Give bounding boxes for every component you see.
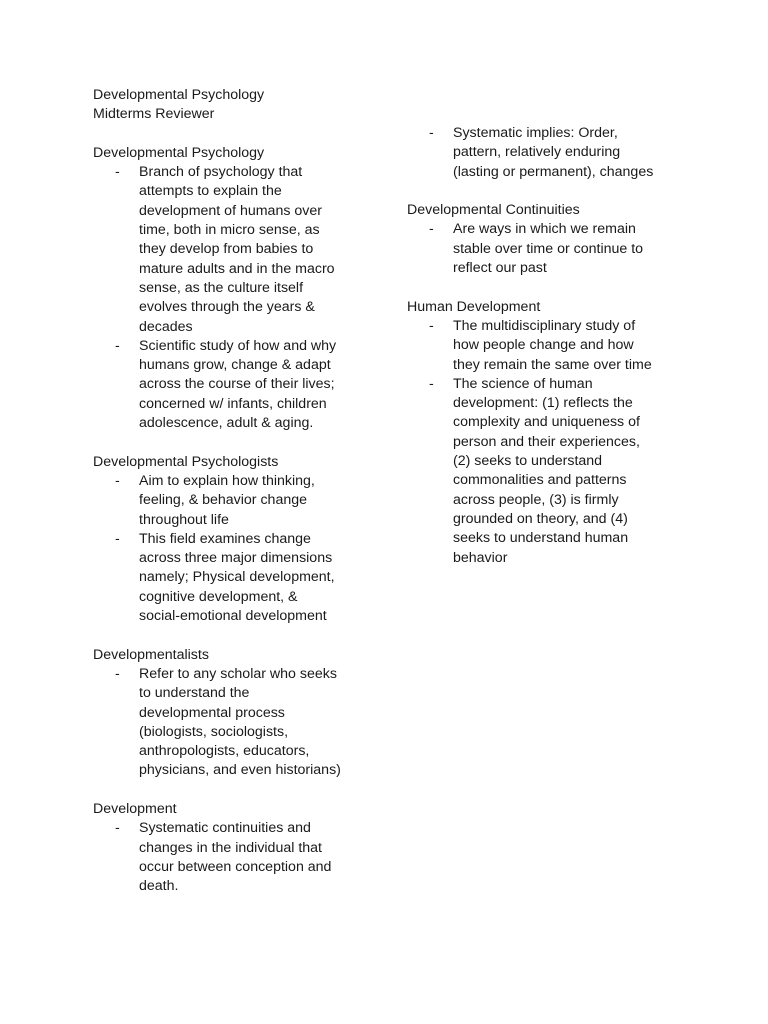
bullet-text-line: across the course of their lives;: [139, 376, 335, 393]
bullet-text-line: person and their experiences,: [453, 433, 640, 450]
bullet-text-line: they develop from babies to: [139, 241, 314, 258]
list-item: [93, 337, 393, 433]
document-title: [93, 86, 393, 125]
bullet-text-line: across people, (3) is firmly: [453, 491, 619, 508]
bullet-text-line: evolves through the years &: [139, 299, 315, 316]
bullet-text-line: Branch of psychology that: [139, 164, 303, 181]
section-developmental-psychologists: [93, 453, 393, 627]
bullet-text-line: reflect our past: [453, 260, 547, 277]
bullet-text-line: changes in the individual that: [139, 839, 322, 856]
bullet-text-line: decades: [139, 318, 193, 335]
bullet-text-line: feeling, & behavior change: [139, 492, 308, 509]
bullet-text-line: they remain the same over time: [453, 356, 652, 373]
section-developmentalists: [93, 646, 393, 781]
right-column: [407, 124, 707, 587]
list-item: [407, 317, 707, 375]
bullet-text-line: Are ways in which we remain: [453, 221, 636, 238]
bullet-text-line: (lasting or permanent), changes: [453, 163, 654, 180]
bullet-dash: -: [115, 472, 120, 489]
list-item: [407, 375, 707, 568]
bullet-text-line: This field examines change: [139, 530, 311, 547]
list-item: [407, 124, 707, 182]
bullet-text-line: Systematic continuities and: [139, 820, 311, 837]
bullet-text-line: (biologists, sociologists,: [139, 723, 289, 740]
bullet-text-line: death.: [139, 878, 179, 895]
bullet-text-line: (2) seeks to understand: [453, 453, 603, 470]
bullet-dash: -: [115, 337, 120, 354]
bullet-dash: -: [115, 530, 120, 547]
continued-development-notes: [407, 124, 707, 182]
section-heading: Developmental Continuities: [407, 202, 580, 219]
bullet-text-line: pattern, relatively enduring: [453, 144, 621, 161]
bullet-text-line: anthropologists, educators,: [139, 743, 310, 760]
bullet-text-line: developmental process: [139, 704, 285, 721]
section-heading: Developmental Psychologists: [93, 453, 279, 470]
list-item: [407, 220, 707, 278]
section-heading: Developmentalists: [93, 646, 209, 663]
bullet-text-line: adolescence, adult & aging.: [139, 415, 314, 432]
bullet-text-line: The multidisciplinary study of: [453, 317, 636, 334]
list-item: [93, 530, 393, 626]
bullet-dash: -: [115, 164, 120, 181]
bullet-text-line: social-emotional development: [139, 608, 327, 625]
bullet-text-line: Systematic implies: Order,: [453, 125, 618, 141]
bullet-text-line: humans grow, change & adapt: [139, 357, 331, 374]
title-line: Developmental Psychology: [93, 87, 265, 103]
bullet-dash: -: [115, 820, 120, 837]
bullet-text-line: Aim to explain how thinking,: [139, 472, 315, 489]
bullet-dash: -: [429, 221, 434, 238]
subtitle-line: Midterms Reviewer: [93, 106, 215, 123]
bullet-text-line: throughout life: [139, 511, 229, 528]
bullet-text-line: grounded on theory, and (4): [453, 510, 628, 527]
bullet-text-line: The science of human: [453, 375, 593, 392]
bullet-text-line: concerned w/ infants, children: [139, 395, 327, 412]
bullet-dash: -: [115, 665, 120, 682]
bullet-text-line: physicians, and even historians): [139, 762, 341, 779]
bullet-dash: -: [429, 125, 434, 141]
list-item: [93, 665, 393, 781]
bullet-text-line: complexity and uniqueness of: [453, 414, 640, 431]
left-column: [93, 86, 393, 916]
bullet-text-line: development: (1) reflects the: [453, 395, 633, 412]
bullet-text-line: namely; Physical development,: [139, 569, 335, 586]
bullet-text-line: development of humans over: [139, 202, 322, 219]
list-item: [93, 819, 393, 896]
section-development: [93, 800, 393, 896]
bullet-text-line: how people change and how: [453, 337, 634, 354]
section-developmental-psychology: [93, 144, 393, 433]
bullet-text-line: Scientific study of how and why: [139, 337, 337, 354]
bullet-text-line: behavior: [453, 549, 508, 566]
section-human-development: [407, 298, 707, 568]
bullet-text-line: across three major dimensions: [139, 550, 333, 567]
bullet-text-line: time, both in micro sense, as: [139, 222, 320, 239]
section-developmental-continuities: [407, 201, 707, 278]
list-item: [93, 472, 393, 530]
bullet-text-line: Refer to any scholar who seeks: [139, 665, 337, 682]
section-heading: Human Development: [407, 298, 541, 315]
bullet-text-line: seeks to understand human: [453, 530, 629, 547]
list-item: [93, 163, 393, 337]
bullet-text-line: to understand the: [139, 685, 250, 702]
bullet-dash: -: [429, 317, 434, 334]
bullet-text-line: sense, as the culture itself: [139, 279, 304, 296]
bullet-text-line: mature adults and in the macro: [139, 260, 335, 277]
bullet-text-line: stable over time or continue to: [453, 240, 644, 257]
bullet-text-line: attempts to explain the: [139, 183, 282, 200]
section-heading: Development: [93, 800, 177, 817]
bullet-text-line: cognitive development, &: [139, 588, 298, 605]
bullet-dash: -: [429, 375, 434, 392]
bullet-text-line: commonalities and patterns: [453, 472, 627, 489]
bullet-text-line: occur between conception and: [139, 858, 332, 875]
section-heading: Developmental Psychology: [93, 144, 265, 161]
